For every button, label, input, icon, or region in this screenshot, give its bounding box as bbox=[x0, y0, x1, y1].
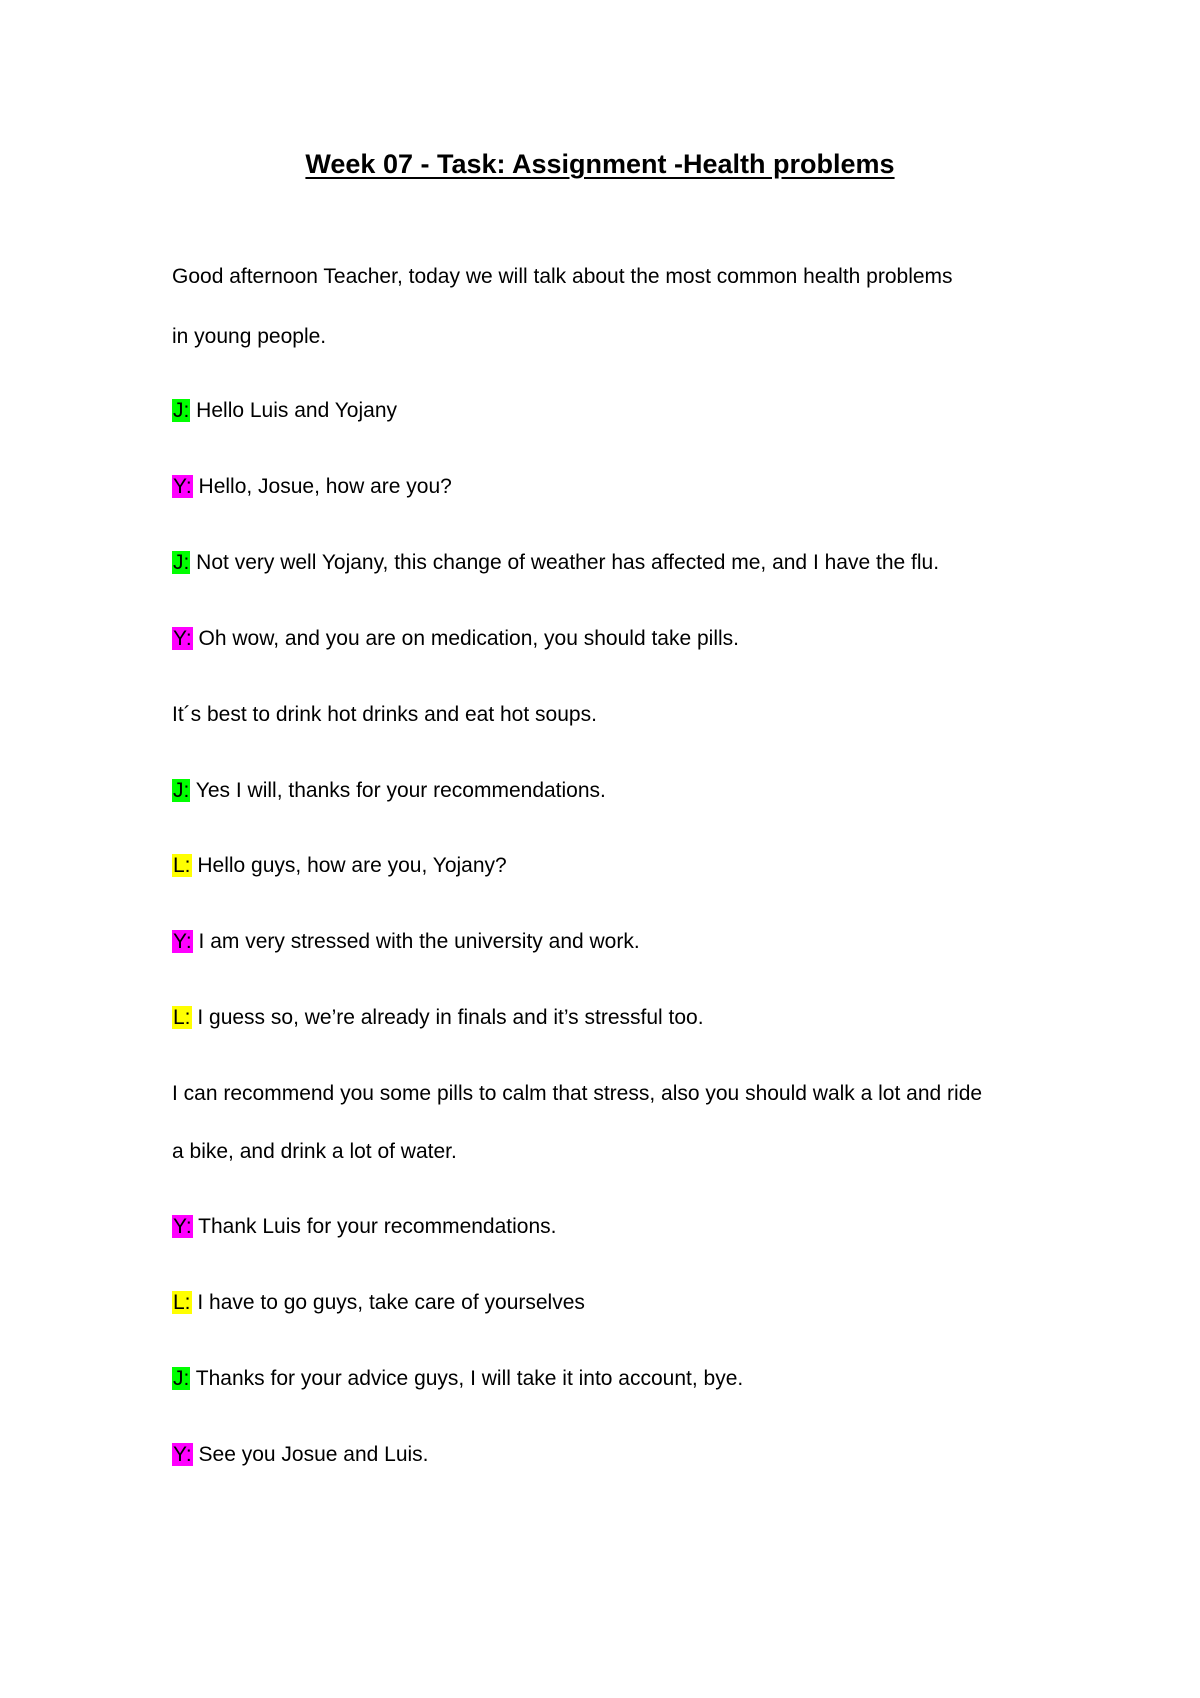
speaker-label: J: bbox=[173, 399, 190, 422]
intro-line-2: in young people. bbox=[172, 325, 327, 348]
dialogue-text: It´s best to drink hot drinks and eat hot soups. bbox=[172, 703, 597, 726]
document-title: Week 07 - Task: Assignment -Health problems bbox=[305, 149, 895, 179]
speaker-label: Y: bbox=[173, 1215, 192, 1238]
dialogue-line bbox=[172, 1288, 585, 1318]
dialogue-text: Thanks for your advice guys, I will take it into account, bye. bbox=[190, 1367, 744, 1390]
dialogue-line bbox=[172, 1364, 743, 1394]
speaker-label: Y: bbox=[173, 1443, 192, 1466]
dialogue-line bbox=[172, 1212, 556, 1242]
dialogue-line bbox=[172, 1440, 429, 1470]
speaker-label: Y: bbox=[173, 930, 192, 953]
dialogue-text: See you Josue and Luis. bbox=[192, 1443, 429, 1466]
dialogue-text: I am very stressed with the university and work. bbox=[192, 930, 640, 953]
dialogue-text: Not very well Yojany, this change of weather has affected me, and I have the flu. bbox=[190, 551, 940, 574]
dialogue-line bbox=[172, 851, 507, 881]
dialogue-line bbox=[172, 1137, 457, 1167]
dialogue-line bbox=[172, 1079, 982, 1109]
dialogue-line bbox=[172, 700, 597, 730]
dialogue-text: a bike, and drink a lot of water. bbox=[172, 1140, 457, 1163]
dialogue-text: Oh wow, and you are on medication, you should take pills. bbox=[192, 627, 740, 650]
speaker-label: Y: bbox=[173, 627, 192, 650]
speaker-label: J: bbox=[173, 779, 190, 802]
dialogue-line bbox=[172, 548, 939, 578]
dialogue-line bbox=[172, 396, 397, 426]
dialogue-line bbox=[172, 927, 640, 957]
dialogue-text: I can recommend you some pills to calm that stress, also you should walk a lot and ride bbox=[172, 1082, 983, 1105]
dialogue-line bbox=[172, 624, 739, 654]
speaker-label: L: bbox=[173, 1291, 191, 1314]
dialogue-text: I have to go guys, take care of yourselves bbox=[191, 1291, 585, 1314]
speaker-label: J: bbox=[173, 1367, 190, 1390]
dialogue-text: Hello guys, how are you, Yojany? bbox=[191, 854, 507, 877]
dialogue-line bbox=[172, 472, 452, 502]
dialogue-line bbox=[172, 1003, 704, 1033]
speaker-label: L: bbox=[173, 1006, 191, 1029]
dialogue-text: I guess so, we’re already in finals and it’s stressful too. bbox=[191, 1006, 704, 1029]
intro-line-1: Good afternoon Teacher, today we will talk about the most common health problems bbox=[172, 265, 953, 288]
speaker-label: J: bbox=[173, 551, 190, 574]
dialogue-text: Hello Luis and Yojany bbox=[190, 399, 398, 422]
dialogue-text: Yes I will, thanks for your recommendations. bbox=[190, 779, 606, 802]
dialogue-text: Hello, Josue, how are you? bbox=[192, 475, 452, 498]
dialogue-text: Thank Luis for your recommendations. bbox=[192, 1215, 557, 1238]
speaker-label: L: bbox=[173, 854, 191, 877]
speaker-label: Y: bbox=[173, 475, 192, 498]
dialogue-line bbox=[172, 776, 606, 806]
